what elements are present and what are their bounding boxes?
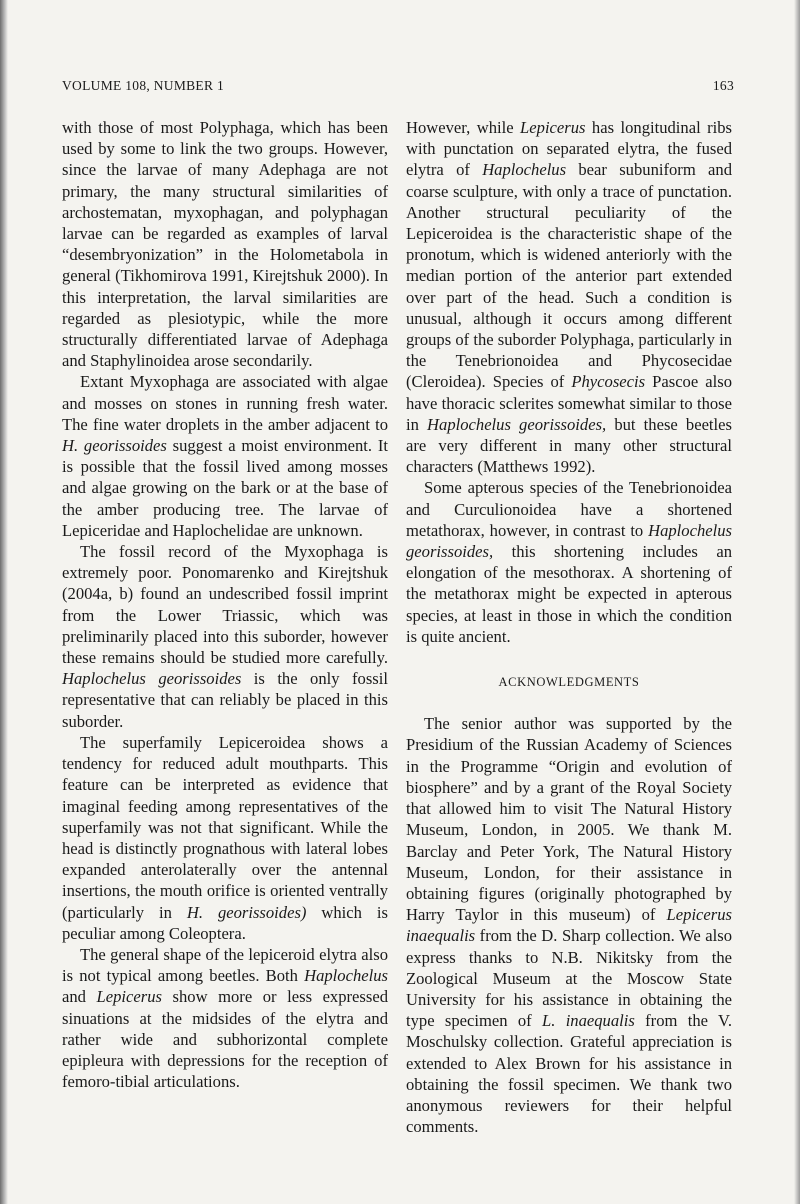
text-span: is the only fossil representative that can reliably be placed in this suborder. bbox=[62, 669, 388, 731]
italic-text: Lepicerus inaequalis bbox=[406, 905, 732, 946]
text-span: The senior author was supported by the Presidium of the Russian Academy of Sciences in the Programme “Origin and evolution of biosphere” and by a grant of the Royal Society that allowed him to visit The Natural History Museum, London, in 2005. We thank M. Barclay and Peter York, The Natural History Museum, London, for their assistance in obtaining figures (originally photographed by Harry Taylor in this museum) of bbox=[406, 714, 732, 925]
italic-text: L. inaequalis bbox=[542, 1011, 635, 1031]
paragraph bbox=[62, 541, 388, 732]
text-span: has longitudinal ribs with punctation on separated elytra, the fused elytra of bbox=[406, 118, 733, 180]
text-span: The superfamily Lepiceroidea shows a tendency for reduced adult mouthparts. This feature can be interpreted as evidence that imaginal feeding among representatives of the superfamily was not that significant. While the head is distinctly prognathous with lateral lobes expanded anterolaterally over the antennal insertions, the mouth orifice is oriented ventrally (particularly in bbox=[62, 732, 388, 922]
paragraph bbox=[62, 117, 388, 371]
page-number: 163 bbox=[712, 78, 734, 93]
italic-text: Haplochelus georissoides, bbox=[406, 520, 732, 562]
text-span: and bbox=[62, 987, 97, 1007]
acknowledgments-heading: ACKNOWLEDGMENTS bbox=[498, 675, 640, 690]
text-span: from the D. Sharp collection. We also express thanks to N.B. Nikitsky from the Zoological Museum at the Moscow State University for his assistance in obtaining the type specimen of bbox=[406, 926, 732, 1031]
paragraph bbox=[406, 117, 732, 477]
paragraph bbox=[62, 732, 388, 944]
paragraph bbox=[406, 477, 732, 647]
text-span: Pascoe also have thoracic sclerites somewhat similar to those in bbox=[406, 372, 732, 434]
paragraph bbox=[406, 713, 732, 1137]
italic-text: Haplochelus georissoides, bbox=[427, 414, 607, 434]
italic-text: Haplochelus georissoides bbox=[62, 669, 242, 689]
paragraph bbox=[62, 371, 388, 541]
italic-text: H. georissoides) bbox=[186, 902, 307, 922]
text-span: with those of most Polyphaga, which has been used by some to link the two groups. However, since the larvae of many Adephaga are not primary, the many structural similarities of archostematan, myxophagan, and polyphagan larvae can be regarded as examples of larval “desembryonization” in the Holometabola in general (Tikhomirova 1991, Kirejtshuk 2000). In this interpretation, the larval similarities are regarded as plesiotypic, while the more structurally differentiated larvae of Adephaga and Staphylinoidea arose secondarily. bbox=[62, 118, 388, 371]
text-span: However, while bbox=[406, 118, 521, 137]
text-span: The general shape of the lepiceroid elytra also is not typical among beetles. Both bbox=[62, 944, 388, 986]
text-span: Extant Myxophaga are associated with algae and mosses on stones in running fresh water. The fine water droplets in the amber adjacent to bbox=[62, 372, 388, 434]
text-span: bear subuniform and coarse sculpture, with only a trace of punctation. Another structural peculiarity of the Lepiceroidea is the characteristic shape of the pronotum, which is widened anteriorly with the median portion of the anterior part extended over part of the head. Such a condition is unusual, although it occurs among different groups of the suborder Polyphaga, particularly in the Tenebrionoidea and Phycosecidae (Cleroidea). Species of bbox=[406, 160, 732, 392]
text-span: this shortening includes an elongation of the mesothorax. A shortening of the metathorax might be expected in apterous species, at least in those in which the condition is quite ancient. bbox=[406, 542, 732, 646]
page-edge-shadow bbox=[794, 0, 800, 1204]
text-span: from the V. Moschulsky collection. Grateful appreciation is extended to Alex Brown for his assistance in obtaining the fossil specimen. We thank two anonymous reviewers for their helpful comments. bbox=[406, 1011, 732, 1137]
text-span: show more or less expressed sinuations at the midsides of the elytra and rather wide and subhorizontal complete epipleura with depressions for the reception of femoro-tibial articulations. bbox=[62, 987, 388, 1092]
left-column bbox=[62, 117, 388, 1092]
text-span: Some apterous species of the Tenebrionoidea and Curculionoidea have a shortened metathorax, however, in contrast to bbox=[406, 478, 732, 540]
text-span: which is peculiar among Coleoptera. bbox=[62, 902, 388, 943]
right-column bbox=[406, 117, 732, 1137]
page-gutter-shadow bbox=[0, 0, 8, 1204]
text-span: but these beetles are very different in many other structural characters (Matthews 1992). bbox=[406, 414, 732, 477]
text-span: The fossil record of the Myxophaga is extremely poor. Ponomarenko and Kirejtshuk (2004a, b) found an undescribed fossil imprint from the Lower Triassic, which was preliminarily placed into this suborder, however these remains should be studied more carefully. bbox=[62, 542, 388, 668]
italic-text: Phycosecis bbox=[571, 372, 646, 392]
italic-text: Haplochelus bbox=[304, 966, 388, 986]
italic-text: H. georissoides bbox=[62, 436, 167, 456]
volume-label: VOLUME 108, NUMBER 1 bbox=[62, 78, 225, 93]
italic-text: Lepicerus bbox=[96, 987, 162, 1007]
italic-text: Lepicerus bbox=[520, 118, 586, 137]
paragraph bbox=[62, 944, 388, 1092]
text-span: suggest a moist environment. It is possible that the fossil lived among mosses and algae growing on the bark or at the base of the amber producing tree. The larvae of Lepiceridae and Haplochelidae are unknown. bbox=[62, 436, 388, 540]
italic-text: Haplochelus bbox=[482, 160, 567, 180]
